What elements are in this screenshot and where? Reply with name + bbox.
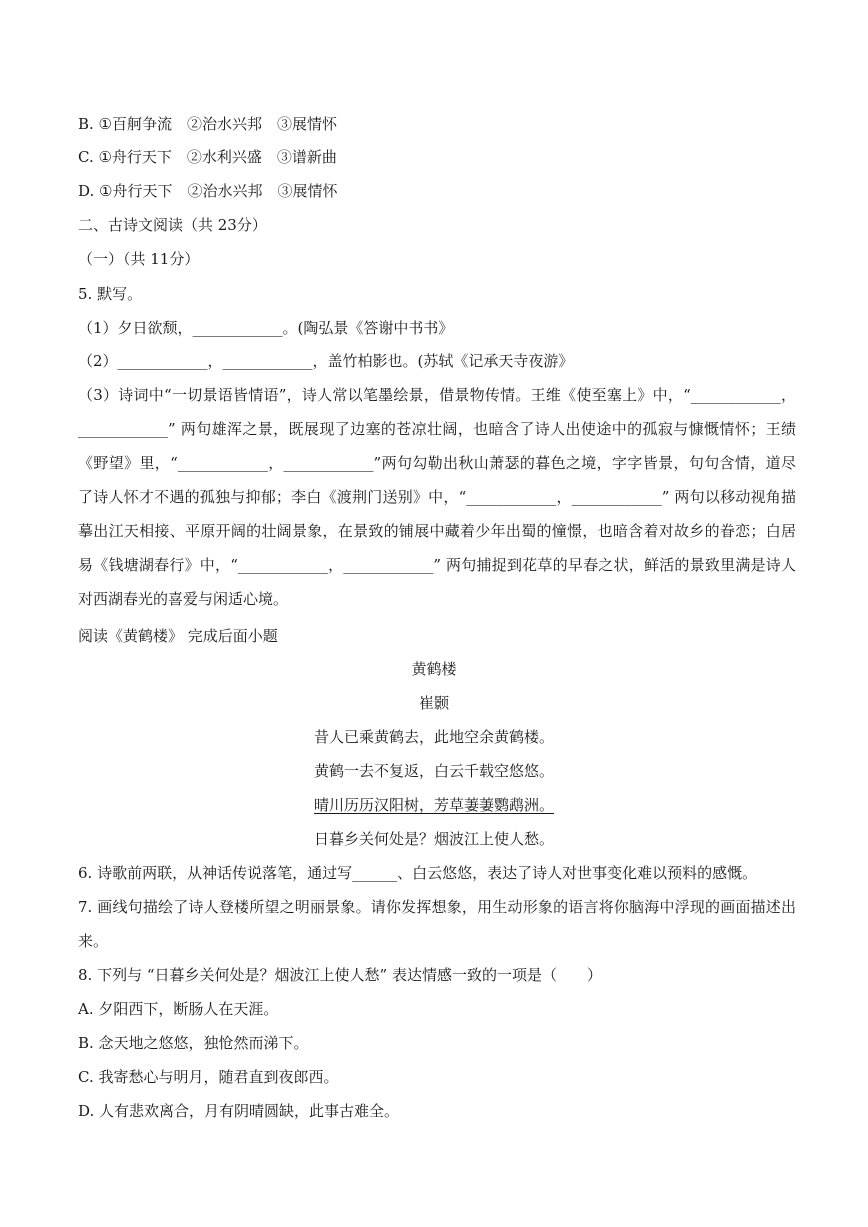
q5-item-2: （2）____________，____________，盖竹柏影也。(苏轼《记承天寺夜游》	[78, 352, 574, 370]
poem-line-underlined: 晴川历历汉阳树，芳草萋萋鹦鹉洲。	[313, 796, 554, 814]
q6-text: 6. 诗歌前两联，从神话传说落笔，通过写______、白云悠悠，表达了诗人对世事变化难以预料的感慨。	[78, 864, 758, 882]
q8-option-d: D. 人有悲欢离合，月有阴晴圆缺，此事古难全。	[78, 1102, 400, 1120]
sub-section-heading: （一）（共 11分）	[78, 250, 200, 268]
q4-option-d: D. ①舟行天下 ②治水兴邦 ③展情怀	[78, 182, 338, 200]
q8-stem: 8. 下列与 “日暮乡关何处是？烟波江上使人愁” 表达情感一致的一项是（ ）	[78, 966, 602, 984]
section-heading: 二、古诗文阅读（共 23分）	[78, 216, 267, 234]
q4-option-c: C. ①舟行天下 ②水利兴盛 ③谱新曲	[78, 148, 337, 166]
q8-option-c: C. 我寄愁心与明月，随君直到夜郎西。	[78, 1068, 339, 1086]
poem-line: 黄鹤一去不复返，白云千载空悠悠。	[313, 762, 554, 780]
poem-author: 崔颢	[418, 694, 449, 712]
poem-line: 昔人已乘黄鹤去，此地空余黄鹤楼。	[313, 728, 554, 746]
q7-text: 7. 画线句描绘了诗人登楼所望之明丽景象。请你发挥想象，用生动形象的语言将你脑海中浮现的画面描述出来。	[78, 898, 796, 950]
reading-intro: 阅读《黄鹤楼》 完成后面小题	[78, 627, 278, 645]
q8-option-a: A. 夕阳西下，断肠人在天涯。	[78, 1000, 279, 1018]
q4-option-b: B. ①百舸争流 ②治水兴邦 ③展情怀	[78, 115, 338, 133]
q5-item-1: （1）夕日欲颓，____________。(陶弘景《答谢中书书》	[78, 319, 454, 337]
poem-title: 黄鹤楼	[411, 660, 457, 678]
q8-option-b: B. 念天地之悠悠，独怆然而涕下。	[78, 1034, 309, 1052]
q5-item-3: （3）诗词中“一切景语皆情语”，诗人常以笔墨绘景，借景物传情。王维《使至塞上》中，“____________，____________” 两句雄浑之景，既展现了边塞的苍凉壮阔，也暗含了诗人出使途中的孤寂与慷慨情怀；王绩《野望》里，“____________，____________”两句勾勒出秋山萧瑟的暮色之境，字字皆景，句句含情，道尽了诗人怀才不遇的孤独与抑郁；李白《渡荆门送别》中，“____________，____________” 两句以移动视角描摹出江天相接、平原开阔的壮阔景象，在景致的铺展中藏着少年出蜀的憧憬，也暗含着对故乡的眷恋；白居易《钱塘湖春行》中，“____________，____________” 两句捕捉到花草的早春之状，鲜活的景致里满是诗人对西湖春光的喜爱与闲适心境。	[78, 386, 796, 608]
q5-title: 5. 默写。	[78, 285, 143, 303]
poem-line: 日暮乡关何处是？烟波江上使人愁。	[313, 830, 554, 848]
